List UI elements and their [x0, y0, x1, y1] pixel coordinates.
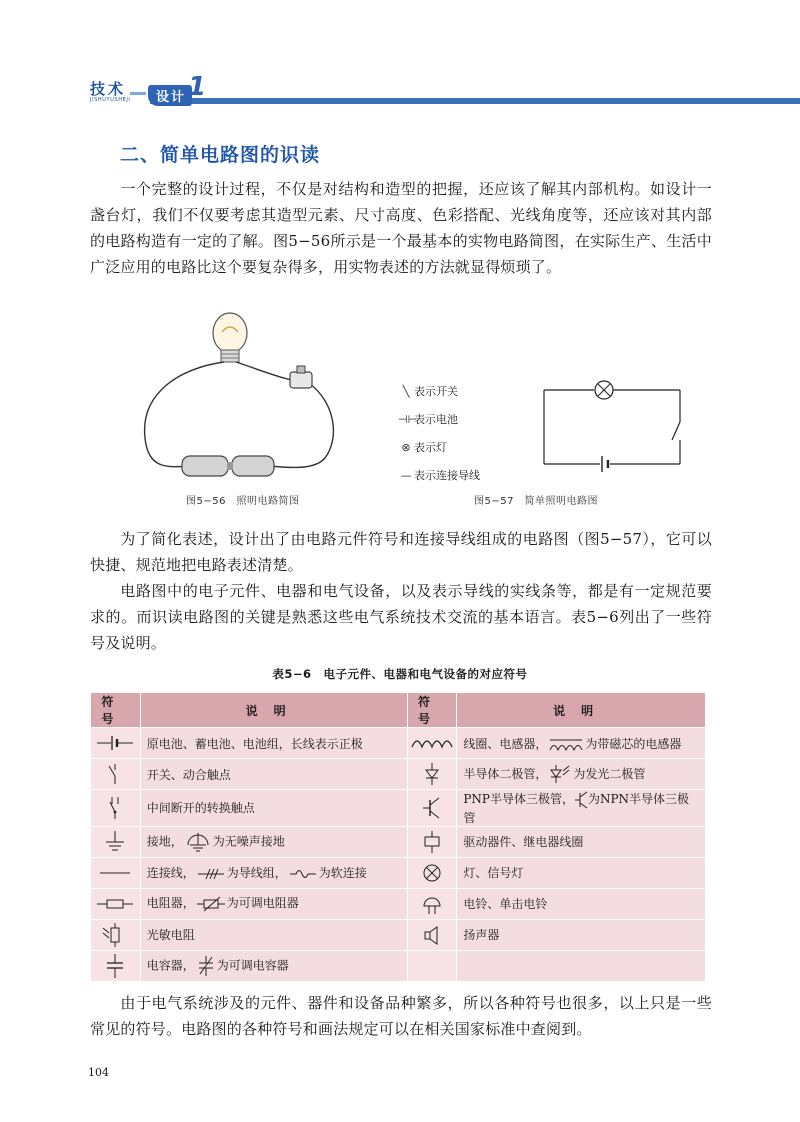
header-rule: [150, 98, 800, 104]
variable-capacitor-icon: [196, 956, 216, 976]
paragraph-2: [90, 526, 712, 578]
table-title: 表5−6 电子元件、电器和电气设备的对应符号: [272, 667, 528, 681]
table-cell: 光敏电阻: [140, 919, 407, 950]
header-desc-right: 说明: [457, 693, 706, 728]
legend-battery: ⊣⊢表示电池: [398, 413, 458, 426]
led-icon: [548, 765, 572, 783]
book-pinyin: JISHUYUSHEJI: [90, 97, 131, 103]
speaker-icon: [407, 919, 457, 950]
table-row: [91, 888, 706, 919]
flexible-connection-icon: [288, 867, 318, 881]
pnp-transistor-icon: [407, 790, 457, 827]
legend-lamp: ⊗ 表示灯: [398, 439, 447, 455]
symbol-table: [90, 692, 706, 982]
book-logo: [86, 72, 207, 108]
paragraph-4-text: 由于电气系统涉及的元件、器件和设备品种繁多，所以各种符号也很多，以上只是一些常见的符号。电路图的各种符号和画法规定可以在相关国家标准中查阅到。: [90, 994, 712, 1038]
volume-number: 1: [188, 72, 207, 102]
paragraph-3-text: 电路图中的电子元件、电器和电气设备，以及表示导线的实线条等，都是有一定规范要求的。而识读电路图的关键是熟悉这些电气系统技术交流的基本语言。表5−6列出了一些符号及说明。: [90, 582, 712, 652]
changeover-contact-icon: [91, 790, 141, 827]
capacitor-icon: [91, 950, 141, 981]
bell-icon: [407, 888, 457, 919]
bulb-glass: [213, 313, 247, 353]
table-row: [91, 857, 706, 888]
inductor-icon: [407, 728, 457, 759]
table-cell: 连接线， 为导线组， 为软连接: [140, 857, 407, 888]
fig56-caption: 图5−56 照明电路简图: [186, 496, 300, 507]
page-number: 104: [88, 1066, 109, 1079]
table-row: [91, 919, 706, 950]
diode-icon: [407, 759, 457, 790]
book-title: 技术: [90, 80, 127, 98]
battery-illustration-2: [232, 456, 274, 476]
empty-symbol-cell: [407, 950, 457, 981]
battery-symbol-icon: ⊣⊢: [398, 413, 418, 426]
switch-illustration: [290, 372, 312, 388]
table-row: [91, 950, 706, 981]
table-cell: 接地， 为无噪声接地: [140, 826, 407, 857]
simple-lighting-schematic: [540, 378, 690, 474]
table-header-row: [91, 693, 706, 728]
noiseless-ground-icon: [185, 832, 211, 852]
table-cell: 扬声器: [457, 919, 706, 950]
photoresistor-icon: [91, 919, 141, 950]
lighting-circuit-illustration: [120, 308, 360, 496]
ground-icon: [91, 826, 141, 857]
table-row: [91, 790, 706, 827]
book-subtitle: 设计: [148, 85, 192, 106]
schematic-switch: [672, 422, 680, 440]
paragraph-3: [90, 578, 712, 656]
paragraph-1: [90, 176, 712, 280]
table-cell: 线圈、电感器， 为带磁芯的电感器: [457, 728, 706, 759]
magnetic-core-inductor-icon: [548, 737, 584, 751]
wire-group-icon: [196, 867, 226, 881]
switch-symbol-icon: ╲: [402, 385, 410, 398]
lamp-icon: [407, 857, 457, 888]
wire-symbol-icon: —: [400, 469, 412, 482]
battery-icon: [91, 728, 141, 759]
bulb-base: [221, 350, 239, 362]
table-cell: 原电池、蓄电池、电池组，长线表示正极: [140, 728, 407, 759]
wire-icon: [91, 857, 141, 888]
header-symbol-right: 符号: [407, 693, 457, 728]
legend-wire: — 表示连接导线: [398, 467, 480, 483]
lamp-symbol-icon: ⊗: [401, 441, 411, 454]
paragraph-1-text: 一个完整的设计过程，不仅是对结构和造型的把握，还应该了解其内部机构。如设计一盏台灯，我们不仅要考虑其造型元素、尺寸高度、色彩搭配、光线角度等，还应该对其内部的电路构造有一定的了解。图5−56所示是一个最基本的实物电路简图，在实际生产、生活中广泛应用的电路比这个要复杂得多，用实物表述的方法就显得烦琐了。: [90, 180, 712, 276]
table-cell: 半导体二极管， 为发光二极管: [457, 759, 706, 790]
legend-switch: ╲ 表示开关: [398, 383, 458, 399]
table-row: [91, 759, 706, 790]
logo-dash: [130, 92, 146, 95]
battery-illustration-1: [182, 456, 228, 476]
variable-resistor-icon: [196, 895, 226, 913]
table-row: [91, 728, 706, 759]
switch-icon: [91, 759, 141, 790]
header-desc-left: 说明: [140, 693, 407, 728]
paragraph-4: [90, 990, 712, 1042]
resistor-icon: [91, 888, 141, 919]
table-cell: [457, 950, 706, 981]
table-cell: 电阻器， 为可调电阻器: [140, 888, 407, 919]
header-symbol-left: 符号: [91, 693, 141, 728]
npn-transistor-icon: [574, 791, 588, 809]
table-row: [91, 826, 706, 857]
table-cell: 开关、动合触点: [140, 759, 407, 790]
fig57-caption: 图5−57 简单照明电路图: [474, 496, 598, 507]
paragraph-2-text: 为了简化表述，设计出了由电路元件符号和连接导线组成的电路图（图5−57），它可以快捷、规范地把电路表述清楚。: [90, 530, 712, 574]
table-cell: 电铃、单击电铃: [457, 888, 706, 919]
table-cell: 中间断开的转换触点: [140, 790, 407, 827]
table-cell: 电容器， 为可调电容器: [140, 950, 407, 981]
table-cell: PNP半导体三极管， 为NPN半导体三极管: [457, 790, 706, 827]
section-title: 二、简单电路图的识读: [120, 144, 321, 166]
header-band: [0, 0, 800, 62]
table-cell: 灯、信号灯: [457, 857, 706, 888]
relay-coil-icon: [407, 826, 457, 857]
table-cell: 驱动器件、继电器线圈: [457, 826, 706, 857]
